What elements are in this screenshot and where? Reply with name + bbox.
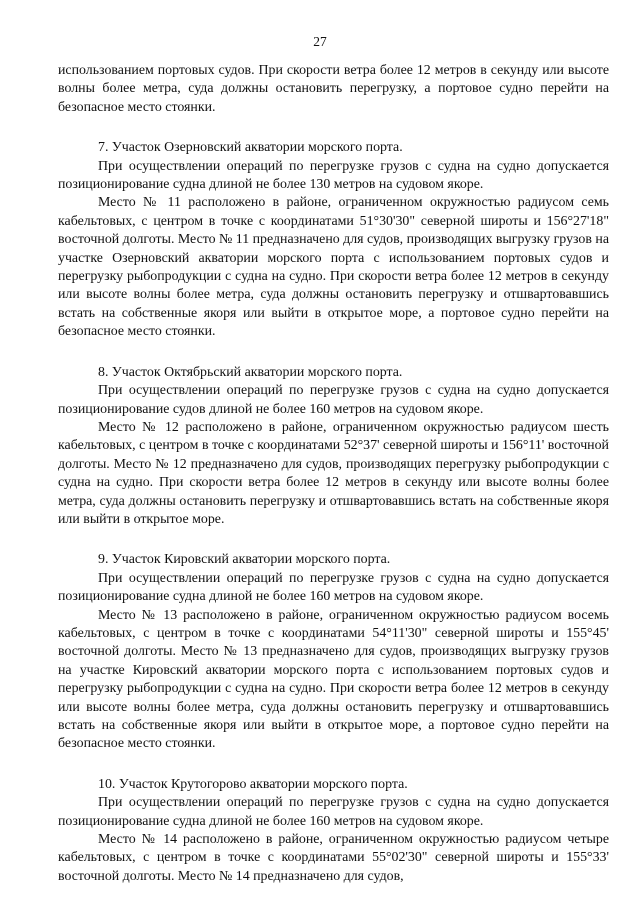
paragraph: При осуществлении операций по перегрузке грузов с судна на судно допускается позиционирование судна длиной не более 160 метров на судовом якоре. (58, 570, 609, 605)
paragraph: Место № 13 расположено в районе, ограниченном окружностью радиусом восемь кабельтовых, с центром в точке с координатами 54°11'30" северной широты и 155°45' восточной долготы. Место № 13 предназначено для судов, производящих выгрузку грузов на участке Кировский акватории морского порта с использованием портовых судов и перегрузку рыбопродукции с судна на судно. При скорости ветра более 12 метров в секунду или высоте волны более метра, суда должны остановить перегрузку и отшвартовавшись встать на собственные якоря или выйти в открытое море, а портовое судно перейти на безопасное место стоянки. (58, 607, 609, 752)
paragraph: При осуществлении операций по перегрузке грузов с судна на судно допускается позиционирование судна длиной не более 130 метров на судовом якоре. (58, 158, 609, 193)
paragraph: При осуществлении операций по перегрузке грузов с судна на судно допускается позиционирование судна длиной не более 160 метров на судовом якоре. (58, 795, 609, 829)
section-heading-8: 8. Участок Октябрьский акватории морского порта. (98, 364, 403, 380)
page-number: 27 (313, 34, 327, 49)
paragraph-continuation: использованием портовых судов. При скорости ветра более 12 метров в секунду или высоте волны более метра, суда должны остановить перегрузку, а портовое судно перейти на безопасное место стоянки. (58, 63, 609, 115)
document-body (58, 62, 609, 886)
section-heading-9: 9. Участок Кировский акватории морского порта. (98, 552, 391, 568)
paragraph: Место № 14 расположено в районе, ограниченном окружностью радиусом четыре кабельтовых, с центром в точке с координатами 55°02'30" северной широты и 155°33' восточной долготы. Место № 14 предназначено для судов, (58, 832, 609, 884)
section-heading-10: 10. Участок Крутогорово акватории морского порта. (98, 776, 408, 792)
paragraph: При осуществлении операций по перегрузке грузов с судна на судно допускается позиционирование судов длиной не более 160 метров на судовом якоре. (58, 383, 609, 417)
paragraph: Место № 12 расположено в районе, ограниченном окружностью радиусом шесть кабельтовых, с центром в точке с координатами 52°37' северной широты и 156°11' восточной долготы. Место № 12 предназначено для судов, производящих перегрузку рыбопродукции с судна на судно. При скорости ветра более 12 метров в секунду или высоте волны более метра, суда должны остановить перегрузку и отшвартовавшись встать на собственные якоря или выйти в открытое море. (58, 419, 609, 527)
section-heading-7: 7. Участок Озерновский акватории морского порта. (98, 140, 403, 156)
paragraph: Место № 11 расположено в районе, ограниченном окружностью радиусом семь кабельтовых, с центром в точке с координатами 51°30'30" северной широты и 156°27'18" восточной долготы. Место № 11 предназначено для судов, производящих выгрузку грузов на участке Озерновский акватории морского порта с использованием портовых судов и перегрузку рыбопродукции с судна на судно. При скорости ветра более 12 метров в секунду или высоте волны более метра, суда должны остановить перегрузку и отшвартовавшись встать на собственные якоря или выйти в открытое море, а портовое судно перейти на безопасное место стоянки. (58, 195, 609, 340)
